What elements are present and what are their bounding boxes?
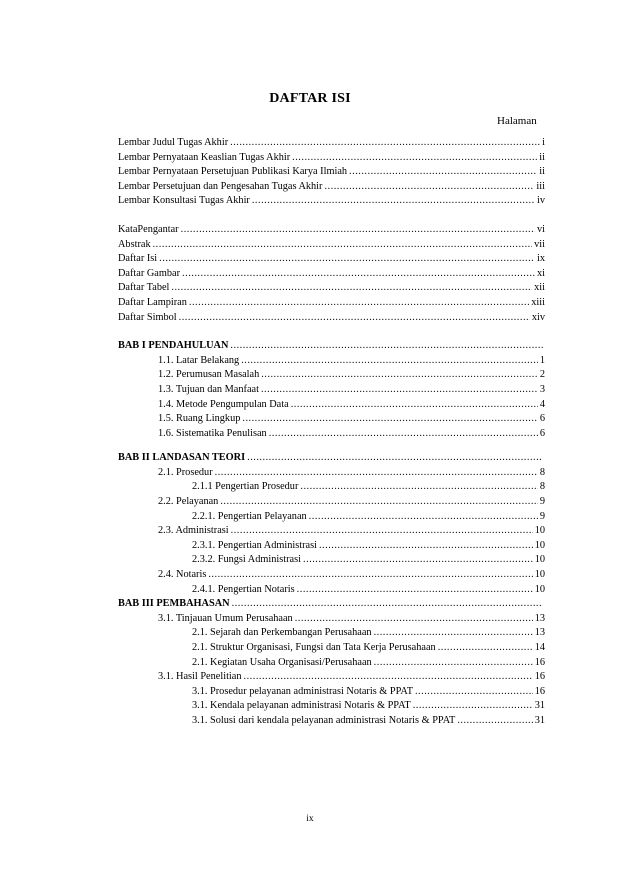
dot-leader bbox=[269, 427, 538, 442]
toc-entry bbox=[118, 267, 545, 282]
toc-entry-page: xii bbox=[534, 282, 545, 294]
toc-entry-label: Lembar Pernyataan Persetujuan Publikasi Karya Ilmiah bbox=[118, 166, 348, 178]
toc-entry-label: BAB III PEMBAHASAN bbox=[118, 598, 230, 610]
toc-entry-label: 3.1. Solusi dari kendala pelayanan administrasi Notaris & PPAT bbox=[192, 714, 456, 726]
toc-entry-page: 31 bbox=[534, 700, 545, 712]
toc-entry bbox=[118, 165, 545, 180]
toc-entry bbox=[118, 480, 545, 495]
toc-entry-label: 1.2. Perumusan Masalah bbox=[158, 369, 260, 381]
toc-entry-page: 14 bbox=[534, 642, 545, 653]
toc-entry-page: xiv bbox=[531, 311, 545, 323]
toc-entry-label: 2.1. Struktur Organisasi, Fungsi dan Tata Kerja Perusahaan bbox=[192, 642, 436, 653]
dot-leader bbox=[374, 626, 533, 641]
toc-entry-page: 13 bbox=[534, 627, 545, 639]
toc-entry-page: 16 bbox=[534, 671, 545, 683]
toc-entry-label: 2.2. Pelayanan bbox=[158, 496, 219, 508]
toc-entry-label: 2.4. Notaris bbox=[158, 569, 207, 581]
toc-entry-label: 2.3. Administrasi bbox=[158, 525, 229, 537]
toc-entry-page: 8 bbox=[539, 466, 545, 478]
toc-entry bbox=[118, 466, 545, 481]
toc-entry bbox=[118, 539, 545, 554]
dot-leader bbox=[244, 670, 533, 685]
dot-leader bbox=[231, 524, 533, 539]
toc-entry-page: ii bbox=[539, 151, 545, 163]
dot-leader bbox=[247, 451, 543, 466]
toc-entry-page: 16 bbox=[534, 685, 545, 697]
dot-leader bbox=[241, 354, 538, 369]
toc-entry-label: BAB II LANDASAN TEORI bbox=[118, 452, 246, 464]
dot-leader bbox=[291, 398, 538, 413]
toc-entry-label: 3.1. Kendala pelayanan administrasi Notaris & PPAT bbox=[192, 700, 411, 712]
toc-entry-label: 2.3.1. Pengertian Administrasi bbox=[192, 539, 317, 551]
toc-entry-label: 2.3.2. Fungsi Administrasi bbox=[192, 554, 301, 566]
toc-entry-label: Lembar Konsultasi Tugas Akhir bbox=[118, 195, 250, 207]
toc-entry-label: Abstrak bbox=[118, 238, 151, 250]
dot-leader bbox=[300, 480, 537, 495]
toc-entry-label: Daftar Lampiran bbox=[118, 296, 187, 308]
toc-entry-page: 10 bbox=[534, 569, 545, 581]
toc-entry bbox=[118, 296, 545, 311]
toc-bab-1 bbox=[118, 339, 545, 441]
dot-leader bbox=[159, 252, 535, 267]
toc-group-lists bbox=[118, 223, 545, 325]
toc-entry-page: 3 bbox=[539, 383, 545, 395]
page-number: ix bbox=[306, 814, 314, 824]
toc-entry-label: Daftar Gambar bbox=[118, 267, 181, 279]
toc-entry bbox=[118, 495, 545, 510]
toc-entry-page: i bbox=[542, 137, 545, 148]
dot-leader bbox=[252, 194, 535, 209]
toc-entry-label: Daftar Simbol bbox=[118, 311, 177, 323]
dot-leader bbox=[189, 296, 529, 311]
toc-entry-label: BAB I PENDAHULUAN bbox=[118, 340, 229, 352]
toc-entry bbox=[118, 398, 545, 413]
toc-entry-label: 3.1. Hasil Penelitian bbox=[158, 671, 242, 683]
toc-entry-page: iv bbox=[536, 195, 545, 207]
toc-entry-page: 10 bbox=[534, 525, 545, 537]
toc-entry-label: 1.1. Latar Belakang bbox=[158, 354, 240, 366]
table-of-contents bbox=[118, 136, 545, 729]
toc-entry-page: 2 bbox=[539, 369, 545, 381]
dot-leader bbox=[232, 597, 543, 612]
dot-leader bbox=[153, 238, 533, 253]
dot-leader bbox=[179, 311, 530, 326]
toc-entry-label: 2.1.1 Pengertian Prosedur bbox=[192, 481, 299, 493]
toc-entry bbox=[118, 670, 545, 685]
dot-leader bbox=[303, 553, 533, 568]
toc-entry bbox=[118, 612, 545, 627]
toc-entry-label: 2.1. Prosedur bbox=[158, 466, 213, 478]
toc-chapter-heading bbox=[118, 339, 545, 354]
toc-entry-page: 16 bbox=[534, 656, 545, 668]
toc-entry-page: xi bbox=[536, 267, 545, 279]
toc-entry bbox=[118, 553, 545, 568]
toc-entry bbox=[118, 281, 545, 296]
toc-entry-label: 1.5. Ruang Lingkup bbox=[158, 413, 241, 425]
toc-entry-page: 9 bbox=[539, 496, 545, 508]
dot-leader bbox=[295, 612, 533, 627]
dot-leader bbox=[297, 583, 533, 598]
dot-leader bbox=[438, 641, 533, 656]
toc-entry-label: KataPengantar bbox=[118, 223, 179, 235]
toc-entry-page: 1 bbox=[539, 354, 545, 366]
toc-entry bbox=[118, 252, 545, 267]
toc-entry-label: 2.1. Kegiatan Usaha Organisasi/Perusahaan bbox=[192, 656, 372, 668]
halaman-label: Halaman bbox=[497, 115, 537, 127]
toc-entry-page: 6 bbox=[539, 427, 545, 439]
dot-leader bbox=[181, 223, 535, 238]
toc-entry-label: Daftar Isi bbox=[118, 253, 158, 265]
toc-entry bbox=[118, 568, 545, 583]
dot-leader bbox=[230, 136, 540, 151]
page-title: DAFTAR ISI bbox=[269, 91, 351, 106]
dot-leader bbox=[415, 685, 533, 700]
toc-entry bbox=[118, 626, 545, 641]
toc-entry bbox=[118, 685, 545, 700]
toc-entry-label: 2.2.1. Pengertian Pelayanan bbox=[192, 510, 307, 522]
dot-leader bbox=[215, 466, 538, 481]
dot-leader bbox=[242, 412, 537, 427]
dot-leader bbox=[292, 151, 537, 166]
toc-entry bbox=[118, 641, 545, 656]
toc-entry-page: 10 bbox=[534, 539, 545, 551]
toc-entry bbox=[118, 354, 545, 369]
dot-leader bbox=[324, 180, 534, 195]
toc-entry-page: 4 bbox=[539, 398, 545, 410]
toc-bab-3 bbox=[118, 597, 545, 728]
dot-leader bbox=[374, 656, 533, 671]
toc-chapter-heading bbox=[118, 451, 545, 466]
toc-entry bbox=[118, 427, 545, 442]
toc-entry bbox=[118, 412, 545, 427]
dot-leader bbox=[171, 281, 532, 296]
toc-group-front-matter bbox=[118, 136, 545, 209]
dot-leader bbox=[349, 165, 537, 180]
toc-entry-page: ix bbox=[536, 253, 545, 265]
toc-entry-page: xiii bbox=[531, 296, 545, 308]
toc-entry-label: 1.3. Tujuan dan Manfaat bbox=[158, 383, 259, 395]
toc-entry-page: vii bbox=[534, 238, 545, 250]
dot-leader bbox=[261, 383, 538, 398]
toc-entry-label: 3.1. Tinjauan Umum Perusahaan bbox=[158, 612, 293, 624]
dot-leader bbox=[261, 368, 538, 383]
toc-entry bbox=[118, 151, 545, 166]
toc-entry-label: Lembar Pernyataan Keaslian Tugas Akhir bbox=[118, 151, 291, 163]
toc-entry-label: 3.1. Prosedur pelayanan administrasi Notaris & PPAT bbox=[192, 685, 413, 697]
toc-entry-page: iii bbox=[536, 180, 545, 192]
toc-bab-2 bbox=[118, 451, 545, 597]
toc-entry bbox=[118, 524, 545, 539]
dot-leader bbox=[457, 714, 532, 729]
toc-entry-page: 31 bbox=[534, 714, 545, 726]
dot-leader bbox=[230, 339, 543, 354]
toc-entry-page: 6 bbox=[539, 413, 545, 425]
toc-entry-page: ii bbox=[539, 166, 545, 178]
dot-leader bbox=[309, 510, 538, 525]
toc-entry bbox=[118, 510, 545, 525]
toc-entry-label: Lembar Judul Tugas Akhir bbox=[118, 137, 229, 148]
toc-entry-label: 1.6. Sistematika Penulisan bbox=[158, 427, 267, 439]
toc-entry bbox=[118, 699, 545, 714]
toc-entry bbox=[118, 194, 545, 209]
dot-leader bbox=[208, 568, 532, 583]
toc-entry-page: 9 bbox=[539, 510, 545, 522]
toc-entry bbox=[118, 136, 545, 151]
toc-entry-page: 8 bbox=[539, 481, 545, 493]
toc-entry-label: Lembar Persetujuan dan Pengesahan Tugas Akhir bbox=[118, 180, 323, 192]
dot-leader bbox=[182, 267, 535, 282]
toc-entry-label: Daftar Tabel bbox=[118, 282, 170, 294]
dot-leader bbox=[319, 539, 533, 554]
toc-entry-page: 10 bbox=[534, 554, 545, 566]
dot-leader bbox=[413, 699, 533, 714]
toc-entry bbox=[118, 368, 545, 383]
toc-chapter-heading bbox=[118, 597, 545, 612]
toc-entry bbox=[118, 180, 545, 195]
toc-entry-label: 1.4. Metode Pengumpulan Data bbox=[158, 398, 289, 410]
toc-entry bbox=[118, 383, 545, 398]
toc-entry-page: 13 bbox=[534, 612, 545, 624]
toc-entry-label: 2.1. Sejarah dan Perkembangan Perusahaan bbox=[192, 627, 372, 639]
toc-entry bbox=[118, 583, 545, 598]
toc-entry bbox=[118, 714, 545, 729]
toc-entry bbox=[118, 238, 545, 253]
toc-entry-label: 2.4.1. Pengertian Notaris bbox=[192, 583, 295, 595]
toc-entry bbox=[118, 656, 545, 671]
toc-entry bbox=[118, 311, 545, 326]
toc-entry-page: 10 bbox=[534, 583, 545, 595]
toc-entry bbox=[118, 223, 545, 238]
toc-entry-page: vi bbox=[536, 223, 545, 235]
dot-leader bbox=[220, 495, 538, 510]
